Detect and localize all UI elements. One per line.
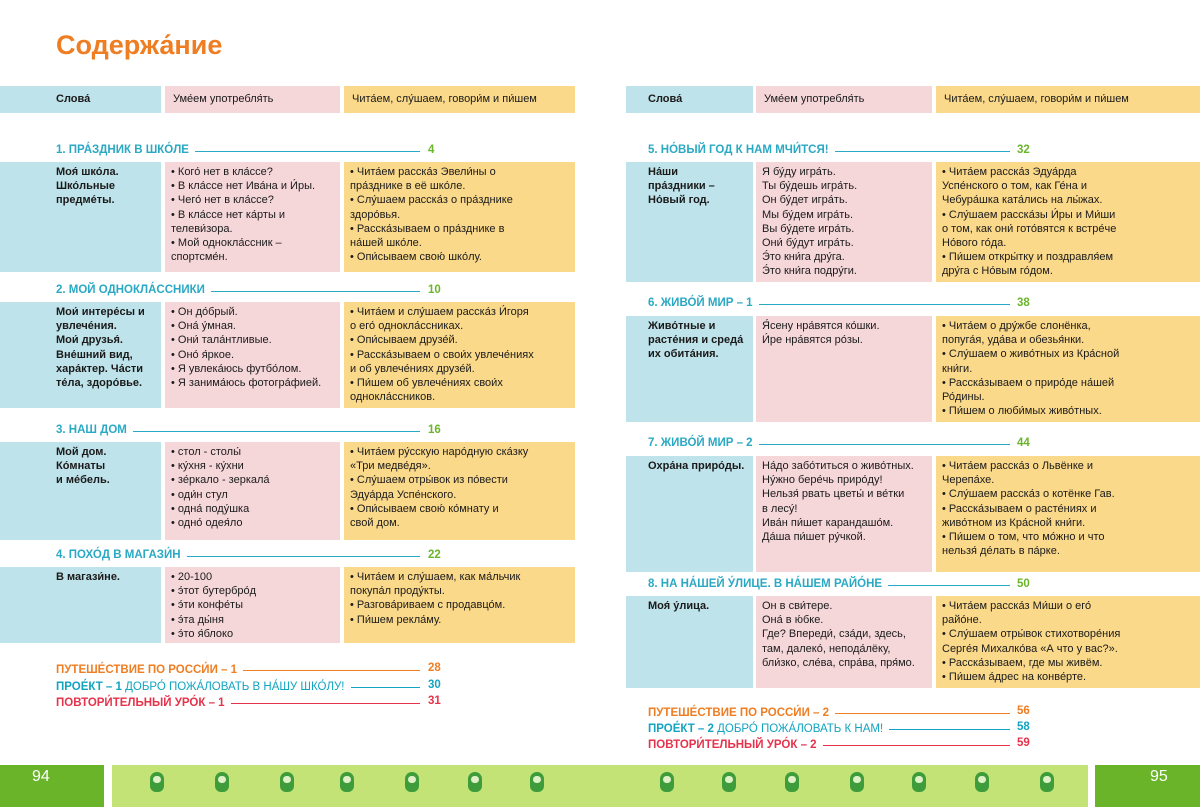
cell-line: • э́то я́блоко (171, 627, 234, 640)
matryoshka-icon (785, 772, 799, 792)
cell-line: Чебура́шка ката́лись на лы́жах. (942, 194, 1103, 207)
extra-label (56, 695, 225, 711)
page-number-right: 95 (1150, 768, 1168, 785)
extra-label (56, 679, 345, 695)
cell-line: дру́га с Но́вым го́дом. (942, 265, 1053, 278)
cell-line: и об увлече́ниях друзе́й. (350, 362, 475, 375)
cell-line: • одна́ поду́шка (171, 502, 250, 515)
cell-line: кни́ги. (942, 362, 973, 375)
cell-line: Эдуа́рда Успе́нского. (350, 488, 457, 501)
extra-link[interactable] (648, 737, 817, 753)
cell-line: Охра́на приро́ды. (648, 460, 745, 472)
section-page-number: 50 (1017, 578, 1030, 590)
cell-line: • э́та ды́ня (171, 613, 224, 626)
cell-line: • Опи́сываем свою́ ко́мнату и (350, 502, 499, 515)
matryoshka-icon (468, 772, 482, 792)
section-leader-line (133, 431, 420, 432)
cell-line: Ива́н пи́шет карандашо́м. (762, 516, 894, 529)
cell-line: Мои́ друзья́. (56, 334, 123, 347)
cell-line: • Расска́зываем о расте́ниях и (942, 502, 1097, 515)
cell-line: Но́вого го́да. (942, 237, 1007, 250)
section-title: 8. НА НА́ШЕЙ У́ЛИЦЕ. В НА́ШЕМ РАЙО́НЕ (648, 578, 883, 590)
cell-use (756, 162, 932, 282)
extra-label (648, 721, 883, 737)
section-title: 5. НО́ВЫЙ ГОД К НАМ МЧИ́ТСЯ! (648, 144, 829, 156)
matryoshka-icon (660, 772, 674, 792)
extra-page-number: 31 (428, 695, 441, 707)
cell-line: Мои́ интере́сы и (56, 306, 145, 318)
section-page-number: 38 (1017, 297, 1030, 309)
cell-line: • ку́хня - ку́хни (171, 460, 244, 473)
extra-page-number: 58 (1017, 721, 1030, 733)
matryoshka-icon (280, 772, 294, 792)
matryoshka-icon (530, 772, 544, 792)
page-number-left: 94 (32, 768, 50, 785)
extra-leader-line (243, 670, 420, 671)
cell-line: • Чита́ем расска́з Эвели́ны о (350, 166, 496, 178)
header-words-right: Слова́ (626, 86, 753, 113)
extra-page-number: 56 (1017, 705, 1030, 717)
cell-line: На́до забо́титься о живо́тных. (762, 460, 914, 472)
section-title: 6. ЖИВО́Й МИР – 1 (648, 297, 753, 309)
extra-leader-line (835, 713, 1010, 714)
cell-line: • зе́ркало - зеркала́ (171, 474, 270, 487)
footer-left-block (0, 765, 104, 807)
extra-leader-line (231, 703, 420, 704)
extra-label-bold: ПУТЕШЕ́СТВИЕ ПО РОССИ́И – 1 (56, 664, 238, 676)
extra-link[interactable] (56, 695, 225, 711)
cell-line: Ну́жно бере́чь приро́ду! (762, 474, 883, 487)
cell-use (165, 302, 340, 408)
section-page-number: 10 (428, 284, 441, 296)
cell-line: Ро́дины. (942, 391, 985, 404)
cell-line: Я бу́ду игра́ть. (762, 166, 836, 178)
cell-line: • Пи́шем рекла́му. (350, 613, 442, 626)
cell-line: нельзя́ де́лать в па́рке. (942, 545, 1060, 558)
cell-line: • Слу́шаем отры́вок из по́вести (350, 474, 508, 487)
cell-line: • одно́ одея́ло (171, 517, 243, 530)
cell-read (936, 162, 1200, 282)
cell-use (756, 596, 932, 688)
cell-line: здоро́вья. (350, 208, 401, 221)
cell-line: Э́то кни́га дру́га. (762, 251, 845, 264)
extra-label-bold: ПОВТОРИ́ТЕЛЬНЫЙ УРО́К – 2 (648, 739, 817, 751)
cell-line: Ты бу́дешь игра́ть. (762, 180, 858, 193)
cell-line: Серге́я Михалко́ва «А что у вас?». (942, 642, 1118, 655)
header-read-left: Чита́ем, слу́шаем, говори́м и пи́шем (344, 86, 575, 113)
header-use-right: Уме́ем употребля́ть (756, 86, 932, 113)
matryoshka-icon (722, 772, 736, 792)
cell-line: и ме́бель. (56, 474, 110, 487)
cell-line: о том, как они́ гото́вятся к встре́че (942, 222, 1117, 235)
cell-words (0, 567, 161, 643)
section-leader-line (187, 556, 420, 557)
cell-line: • Пи́шем об увлече́ниях свои́х (350, 377, 503, 390)
cell-line: те́ла, здоро́вье. (56, 377, 143, 390)
section-page-number: 32 (1017, 144, 1030, 156)
cell-read (344, 302, 575, 408)
cell-line: в лесу́! (762, 502, 798, 515)
cell-line: • Слу́шаем расска́зы И́ры и Ми́ши (942, 208, 1116, 221)
cell-line: там, далеко́, непода́лёку, (762, 642, 891, 655)
matryoshka-icon (850, 772, 864, 792)
cell-line: на́шей шко́ле. (350, 237, 422, 250)
matryoshka-icon (215, 772, 229, 792)
extra-link[interactable] (56, 679, 345, 695)
cell-line: Он в сви́тере. (762, 600, 833, 612)
cell-line: • Опи́сываем друзе́й. (350, 334, 458, 347)
cell-line: • Расска́зываем о пра́зднике в (350, 222, 505, 235)
section-leader-line (211, 291, 420, 292)
cell-line: Вы бу́дете игра́ть. (762, 222, 855, 235)
cell-read (344, 567, 575, 643)
cell-line: • Я занима́юсь фотогра́фией. (171, 377, 322, 390)
cell-words (0, 162, 161, 272)
section-title: 2. МОЙ ОДНОКЛА́ССНИКИ (56, 284, 205, 296)
extra-label (648, 737, 817, 753)
cell-use (756, 316, 932, 422)
cell-line: расте́ния и среда́ (648, 334, 744, 347)
cell-line: Э́то кни́га подру́ги. (762, 265, 857, 278)
section-title: 1. ПРА́ЗДНИК В ШКО́ЛЕ (56, 144, 189, 156)
cell-line: Да́ша пи́шет ру́чкой. (762, 531, 866, 544)
extra-link[interactable] (648, 721, 883, 737)
cell-line: • Расска́зываем о свои́х увлече́ниях (350, 348, 534, 361)
cell-line: • Чита́ем о дру́жбе слонёнка, (942, 320, 1091, 332)
cell-line: предме́ты. (56, 194, 115, 207)
section-leader-line (195, 151, 420, 152)
cell-line: Где? Впереди́, сза́ди, здесь, (762, 628, 906, 641)
extra-link[interactable] (648, 705, 829, 721)
section-page-number: 22 (428, 549, 441, 561)
extra-page-number: 30 (428, 679, 441, 691)
cell-line: В магази́не. (56, 571, 120, 583)
extra-leader-line (823, 745, 1010, 746)
cell-line: Успе́нского о том, как Ге́на и (942, 180, 1088, 193)
extra-page-number: 28 (428, 662, 441, 674)
section-page-number: 4 (428, 144, 435, 156)
extra-page-number: 59 (1017, 737, 1030, 749)
cell-line: • Я увлека́юсь футбо́лом. (171, 362, 302, 375)
cell-line: • Пи́шем о том, что мо́жно и что (942, 531, 1105, 544)
extra-label-bold: ПРОЕ́КТ – 1 (56, 681, 122, 693)
cell-line: Я́сену нра́вятся ко́шки. (762, 320, 880, 332)
cell-line: • Пи́шем о люби́мых живо́тных. (942, 405, 1102, 418)
header-use-left: Уме́ем употребля́ть (165, 86, 340, 113)
cell-line: • Он до́брый. (171, 306, 238, 318)
cell-line: И́ре нра́вятся ро́зы. (762, 334, 863, 347)
cell-line: спортсме́н. (171, 251, 228, 264)
cell-words (626, 596, 753, 688)
cell-line: увлече́ния. (56, 320, 117, 333)
extra-label-bold: ПРОЕ́КТ – 2 (648, 723, 714, 735)
extra-label (56, 662, 237, 678)
cell-line: • Мой однокла́ссник – (171, 237, 282, 250)
cell-line: Ко́мнаты (56, 460, 106, 473)
cell-line: живо́тном из Кра́сной кни́ги. (942, 516, 1086, 529)
cell-line: однокла́ссников. (350, 391, 436, 404)
cell-use (165, 162, 340, 272)
cell-read (936, 596, 1200, 688)
matryoshka-icon (405, 772, 419, 792)
cell-line: • Слу́шаем расска́з о котёнке Гав. (942, 488, 1115, 501)
cell-line: Моя́ у́лица. (648, 600, 710, 612)
cell-line: «Три медве́дя». (350, 460, 431, 473)
cell-line: На́ши (648, 166, 678, 178)
cell-line: Вне́шний вид, (56, 348, 133, 361)
cell-line: • Пи́шем откры́тку и поздравля́ем (942, 251, 1114, 264)
cell-line: • В кла́ссе нет Ива́на и И́ры. (171, 180, 316, 193)
matryoshka-icon (975, 772, 989, 792)
cell-words (626, 316, 753, 422)
cell-line: Мы бу́дем игра́ть. (762, 208, 854, 221)
footer-right-block (1095, 765, 1200, 807)
cell-line: Живо́тные и (648, 320, 716, 332)
header-words-left: Слова́ (0, 86, 161, 113)
cell-line: Они́ бу́дут игра́ть. (762, 237, 854, 250)
section-leader-line (759, 304, 1010, 305)
cell-line: • Они́ тала́нтливые. (171, 334, 272, 347)
section-leader-line (888, 585, 1010, 586)
cell-line: • Пи́шем а́дрес на конве́рте. (942, 671, 1087, 684)
cell-words (626, 456, 753, 572)
matryoshka-icon (912, 772, 926, 792)
cell-line: попуга́я, уда́ва и обезья́нки. (942, 334, 1085, 347)
cell-line: • Чита́ем и слу́шаем расска́з И́горя (350, 306, 529, 318)
section-page-number: 44 (1017, 437, 1030, 449)
extra-label (648, 705, 829, 721)
extra-label-bold: ПУТЕШЕ́СТВИЕ ПО РОССИ́И – 2 (648, 707, 830, 719)
extra-leader-line (889, 729, 1010, 730)
cell-line: • В кла́ссе нет ка́рты и (171, 208, 286, 221)
cell-line: Нельзя́ рвать цветы́ и ве́тки (762, 488, 905, 501)
section-leader-line (759, 444, 1010, 445)
cell-read (936, 316, 1200, 422)
cell-line: • стол - столы́ (171, 446, 242, 458)
section-title: 3. НАШ ДОМ (56, 424, 127, 436)
cell-line: телеви́зора. (171, 222, 233, 235)
cell-line: • Чита́ем расска́з Ми́ши о его́ (942, 600, 1092, 612)
cell-line: райо́не. (942, 614, 982, 627)
cell-line: пра́здники – (648, 180, 715, 193)
cell-words (0, 442, 161, 540)
cell-read (344, 162, 575, 272)
extra-label-bold: ПОВТОРИ́ТЕЛЬНЫЙ УРО́К – 1 (56, 697, 225, 709)
extra-leader-line (351, 687, 420, 688)
section-title: 4. ПОХО́Д В МАГАЗИ́Н (56, 549, 181, 561)
cell-line: • Чита́ем расска́з о Львёнке и (942, 460, 1094, 472)
cell-line: • оди́н стул (171, 488, 228, 501)
cell-line: • Оно́ я́ркое. (171, 348, 235, 361)
section-leader-line (835, 151, 1010, 152)
cell-line: бли́зко, сле́ва, спра́ва, пря́мо. (762, 656, 915, 669)
cell-use (165, 442, 340, 540)
cell-line: о его́ однокла́ссниках. (350, 320, 464, 333)
cell-use (165, 567, 340, 643)
section-title: 7. ЖИВО́Й МИР – 2 (648, 437, 753, 449)
section-page-number: 16 (428, 424, 441, 436)
cell-line: • э́ти конфе́ты (171, 599, 243, 612)
cell-words (0, 302, 161, 408)
footer-decor-band (112, 765, 1088, 807)
extra-label-normal: ДОБРО́ ПОЖА́ЛОВАТЬ В НА́ШУ ШКО́ЛУ! (121, 681, 345, 693)
cell-line: Он бу́дет игра́ть. (762, 194, 848, 207)
cell-line: свой дом. (350, 517, 400, 530)
cell-line: • Чита́ем ру́сскую наро́дную ска́зку (350, 446, 529, 458)
cell-line: • э́тот бутербро́д (171, 585, 257, 598)
matryoshka-icon (1040, 772, 1054, 792)
cell-words (626, 162, 753, 282)
cell-line: пра́зднике в её шко́ле. (350, 180, 466, 193)
cell-line: Шко́льные (56, 180, 116, 193)
cell-read (344, 442, 575, 540)
header-read-right: Чита́ем, слу́шаем, говори́м и пи́шем (936, 86, 1200, 113)
cell-line: • Слу́шаем о живо́тных из Кра́сной (942, 348, 1120, 361)
cell-line: • Расска́зываем о приро́де на́шей (942, 376, 1115, 389)
matryoshka-icon (340, 772, 354, 792)
cell-line: • Чего́ нет в кла́ссе? (171, 194, 274, 207)
cell-line: Моя́ шко́ла. (56, 166, 119, 178)
cell-line: • Чита́ем расска́з Эдуа́рда (942, 166, 1077, 178)
cell-line: • Чита́ем и слу́шаем, как ма́льчик (350, 571, 521, 583)
cell-line: Она́ в ю́бке. (762, 614, 824, 627)
extra-link[interactable] (56, 662, 237, 678)
cell-line: • Слу́шаем расска́з о пра́зднике (350, 194, 513, 207)
cell-line: их обита́ния. (648, 348, 719, 361)
cell-read (936, 456, 1200, 572)
cell-line: • Кого́ нет в кла́ссе? (171, 166, 273, 178)
cell-line: • Расска́зываем, где мы живём. (942, 656, 1103, 669)
cell-line: Черепа́хе. (942, 474, 995, 487)
cell-line: • 20-100 (171, 571, 213, 583)
cell-line: • Она́ у́мная. (171, 320, 236, 333)
cell-line: • Разгова́риваем с продавцо́м. (350, 599, 506, 612)
cell-use (756, 456, 932, 572)
matryoshka-icon (150, 772, 164, 792)
page-title: Содержа́ние (56, 30, 223, 60)
cell-line: • Опи́сываем свою́ шко́лу. (350, 251, 482, 264)
cell-line: Но́вый год. (648, 194, 710, 207)
cell-line: • Слу́шаем отры́вок стихотворе́ния (942, 628, 1121, 641)
cell-line: хара́ктер. Ча́сти (56, 362, 144, 375)
cell-line: Мой дом. (56, 446, 107, 458)
cell-line: покупа́л проду́кты. (350, 585, 445, 598)
extra-label-normal: ДОБРО́ ПОЖА́ЛОВАТЬ К НАМ! (713, 723, 884, 735)
